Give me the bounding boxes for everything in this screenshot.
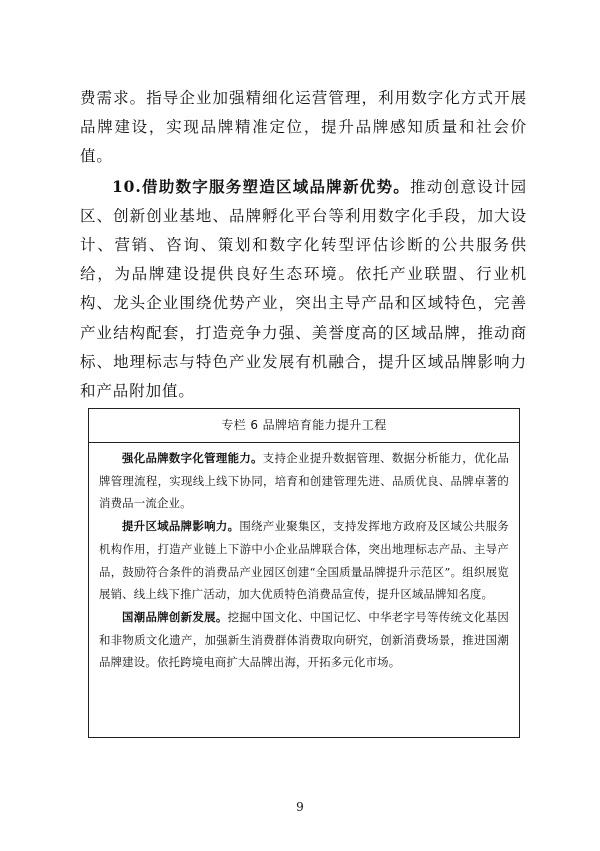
feature-item-text: 支持企业提升数据管理、数据分析能力，优化品牌管理流程，实现线上线下协同，培育和创建管理先进、品质优良、品牌卓著的消费品一流企业。 [99, 451, 509, 511]
paragraph-item-10 [80, 172, 527, 407]
feature-item [99, 606, 509, 674]
feature-item-heading: 强化品牌数字化管理能力。 [122, 451, 263, 465]
feature-item-text: 围绕产业聚集区，支持发挥地方政府及区域公共服务机构作用，打造产业链上下游中小企业品牌联合体，突出地理标志产品、主导产品，鼓励符合条件的消费品产业园区创建“全国质量品牌提升示范区”。组织展览展销、线上线下推广活动，加大优质特色消费品宣传，提升区域品牌知名度。 [99, 519, 509, 602]
item-10-heading: 10.借助数字服务塑造区域品牌新优势。 [112, 176, 411, 196]
feature-item-text: 挖掘中国文化、中国记忆、中华老字号等传统文化基因和非物质文化遗产，加强新生消费群体消费取向研究，创新消费场景，推进国潮品牌建设。依托跨境电商扩大品牌出海，开拓多元化市场。 [99, 609, 509, 670]
feature-item-heading: 提升区域品牌影响力。 [122, 519, 240, 534]
feature-box [88, 408, 520, 738]
paragraph-continuation: 费需求。指导企业加强精细化运营管理，利用数字化方式开展品牌建设，实现品牌精准定位，提升品牌感知质量和社会价值。 [80, 89, 527, 166]
page-number: 9 [296, 800, 304, 814]
item-10-text: 推动创意设计园区、创新创业基地、品牌孵化平台等利用数字化手段，加大设计、营销、咨询、策划和数字化转型评估诊断的公共服务供给，为品牌建设提供良好生态环境。依托产业联盟、行业机构、龙头企业围绕优势产业，突出主导产品和区域特色，完善产业结构配套，打造竞争力强、美誉度高的区域品牌，推动商标、地理标志与特色产业发展有机融合，提升区域品牌影响力和产品附加值。 [80, 177, 527, 401]
feature-item-heading: 国潮品牌创新发展。 [122, 609, 228, 624]
feature-item [99, 447, 509, 515]
page-body [80, 84, 527, 406]
feature-box-title: 专栏 6 品牌培育能力提升工程 [89, 409, 519, 443]
feature-item [99, 515, 509, 606]
feature-box-body [89, 443, 519, 674]
